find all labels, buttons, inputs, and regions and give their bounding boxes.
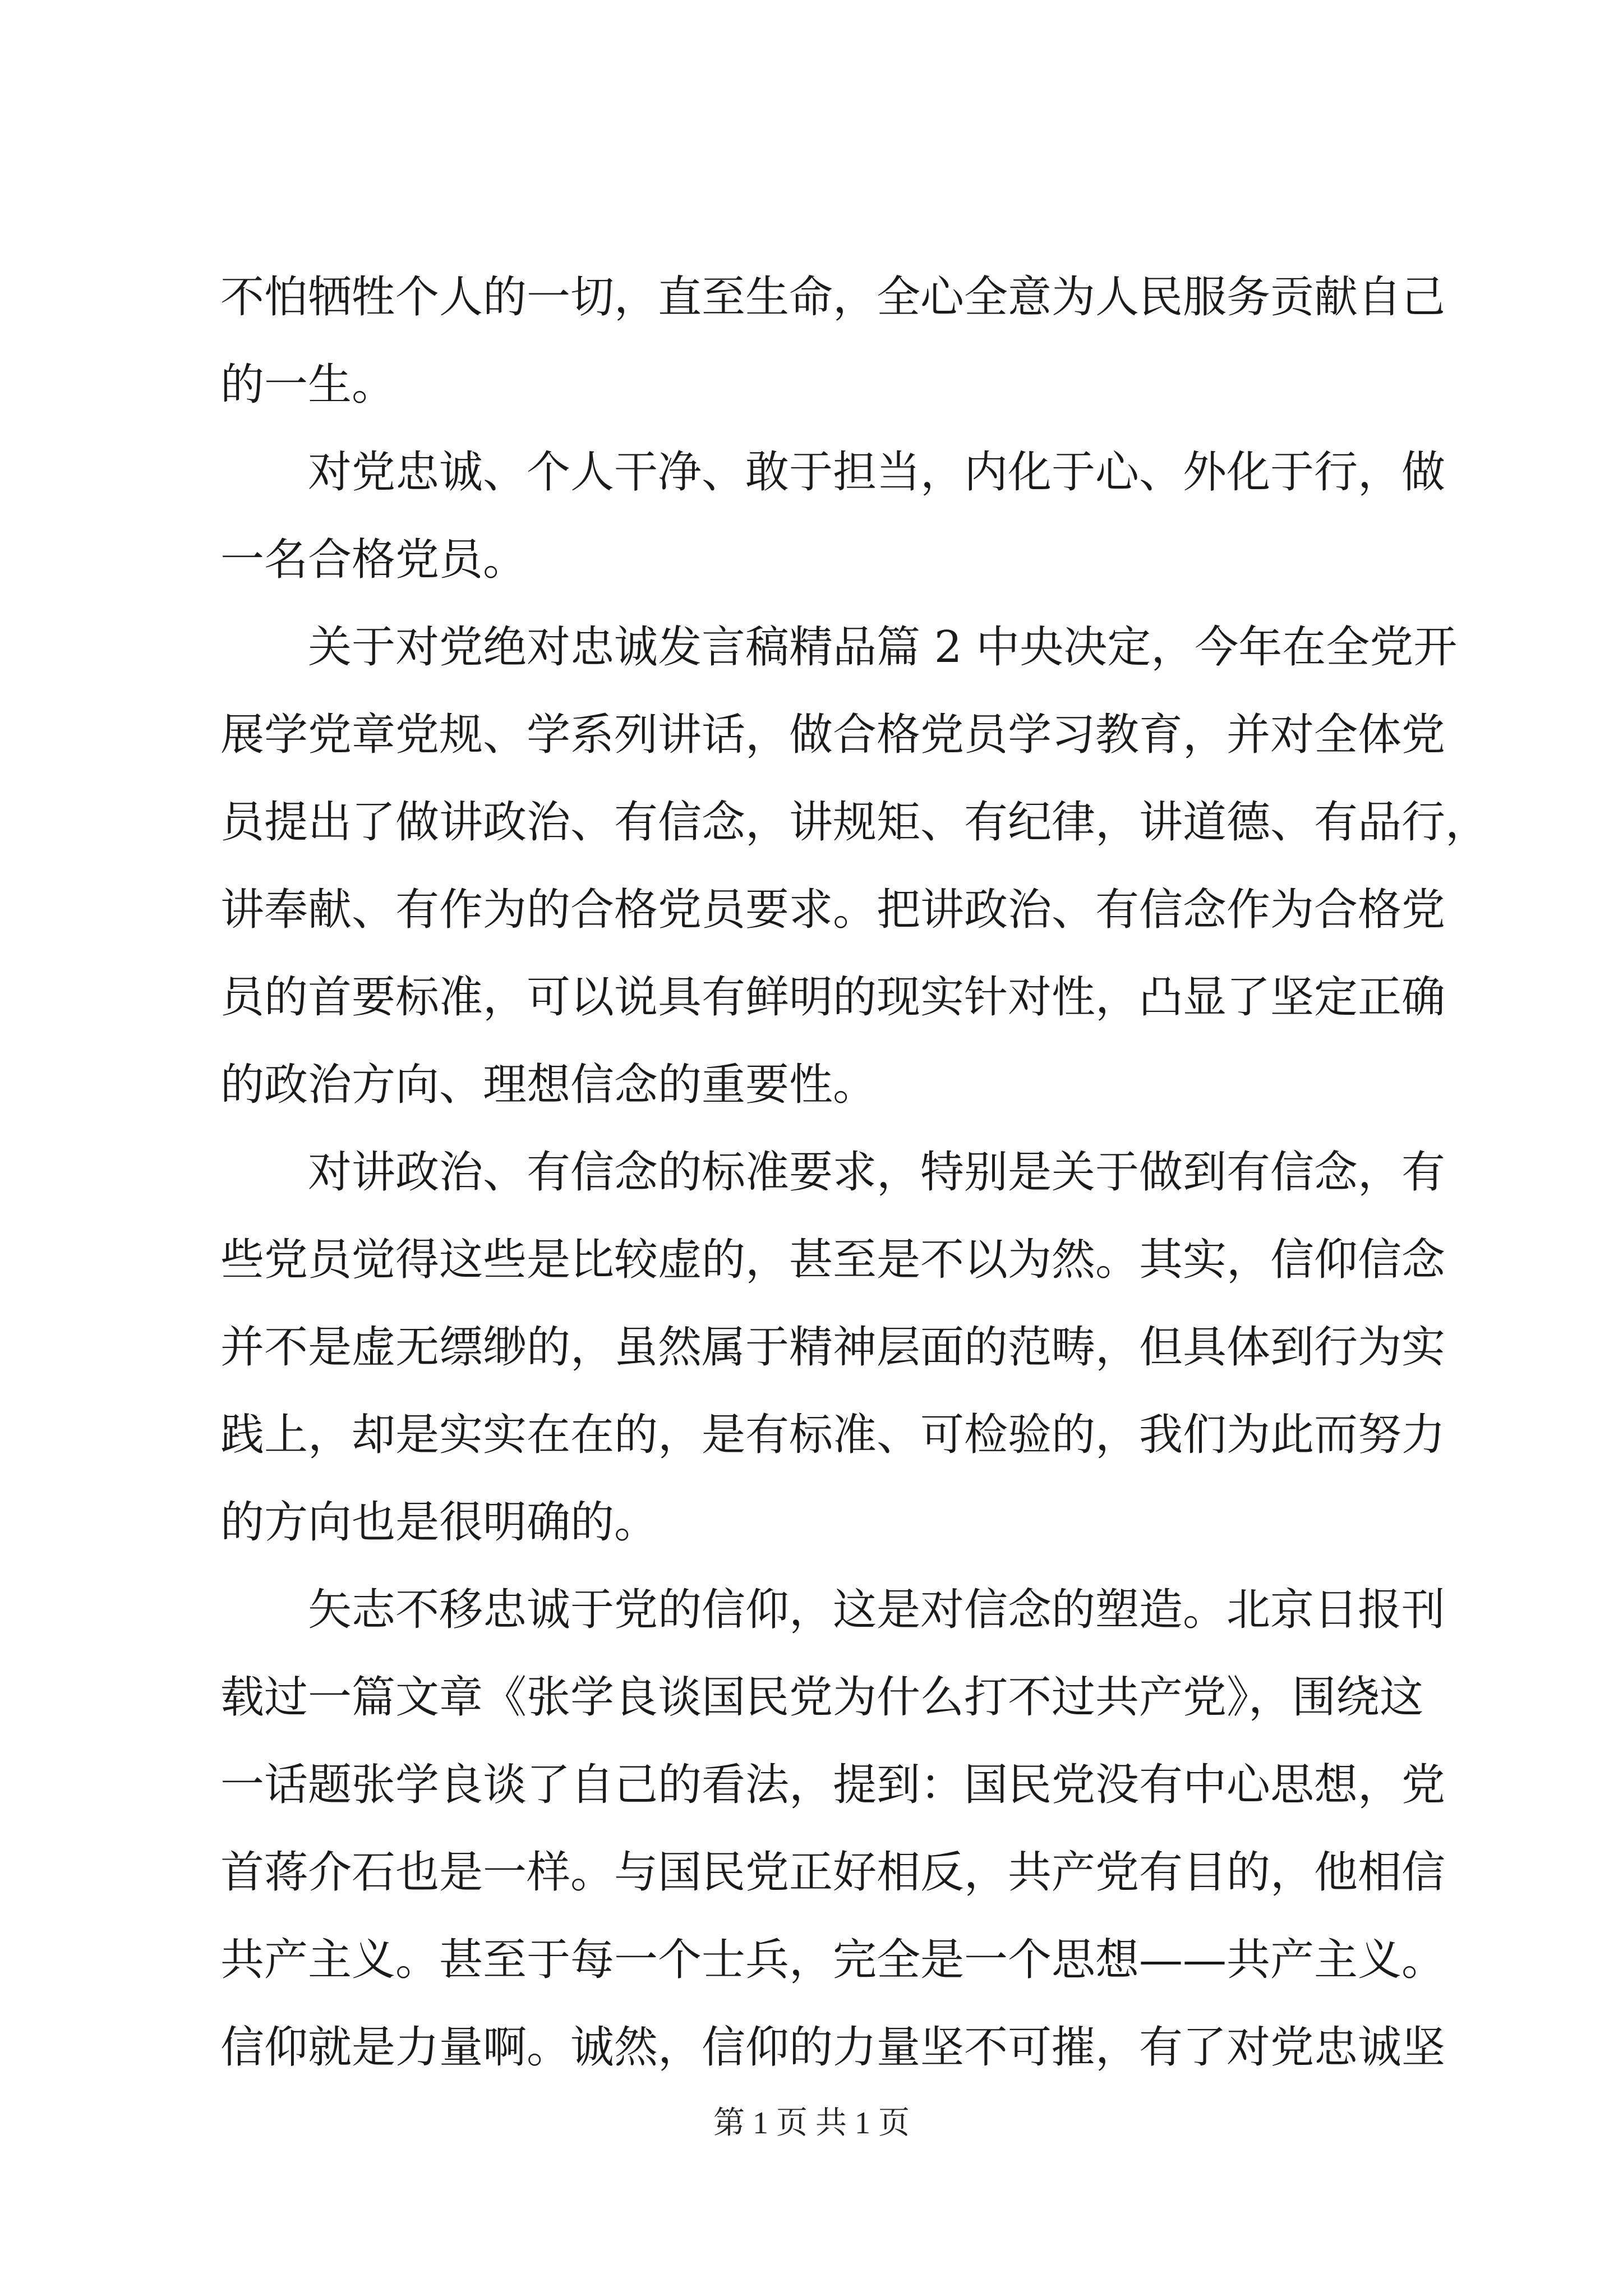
text-line: 信仰就是力量啊。诚然，信仰的力量坚不可摧，有了对党忠诚坚 <box>220 2022 1446 2073</box>
text-line: 首蒋介石也是一样。与国民党正好相反，共产党有目的，他相信 <box>220 1847 1446 1898</box>
text-line: 员的首要标准，可以说具有鲜明的现实针对性，凸显了坚定正确 <box>220 972 1446 1023</box>
text-line: 不怕牺牲个人的一切，直至生命，全心全意为人民服务贡献自己 <box>220 272 1446 323</box>
paragraph-start-line: 关于对党绝对忠诚发言稿精品篇 2 中央决定，今年在全党开 <box>308 622 1458 673</box>
text-line: 展学党章党规、学系列讲话，做合格党员学习教育，并对全体党 <box>220 710 1446 760</box>
page-number-footer: 第 1 页 共 1 页 <box>713 2106 910 2141</box>
text-line: 员提出了做讲政治、有信念，讲规矩、有纪律，讲道德、有品行， <box>220 797 1490 848</box>
text-line: 载过一篇文章《张学良谈国民党为什么打不过共产党》，围绕这 <box>220 1672 1424 1723</box>
text-line: 并不是虚无缥缈的，虽然属于精神层面的范畴，但具体到行为实 <box>220 1322 1446 1373</box>
text-line: 共产主义。甚至于每一个士兵，完全是一个思想——共产主义。 <box>220 1935 1446 1985</box>
paragraph-start-line: 矢志不移忠诚于党的信仰，这是对信念的塑造。北京日报刊 <box>308 1585 1446 1635</box>
text-line: 些党员觉得这些是比较虚的，甚至是不以为然。其实，信仰信念 <box>220 1235 1446 1285</box>
text-line: 践上，却是实实在在的，是有标准、可检验的，我们为此而努力 <box>220 1410 1446 1460</box>
text-line: 一话题张学良谈了自己的看法，提到：国民党没有中心思想，党 <box>220 1760 1446 1810</box>
text-line: 的一生。 <box>220 360 396 410</box>
paragraph-start-line: 对党忠诚、个人干净、敢于担当，内化于心、外化于行，做 <box>308 447 1446 498</box>
paragraph-start-line: 对讲政治、有信念的标准要求，特别是关于做到有信念，有 <box>308 1147 1446 1198</box>
text-line: 一名合格党员。 <box>220 535 527 585</box>
text-line: 的方向也是很明确的。 <box>220 1497 658 1548</box>
text-line: 讲奉献、有作为的合格党员要求。把讲政治、有信念作为合格党 <box>220 885 1446 935</box>
text-line: 的政治方向、理想信念的重要性。 <box>220 1060 877 1110</box>
